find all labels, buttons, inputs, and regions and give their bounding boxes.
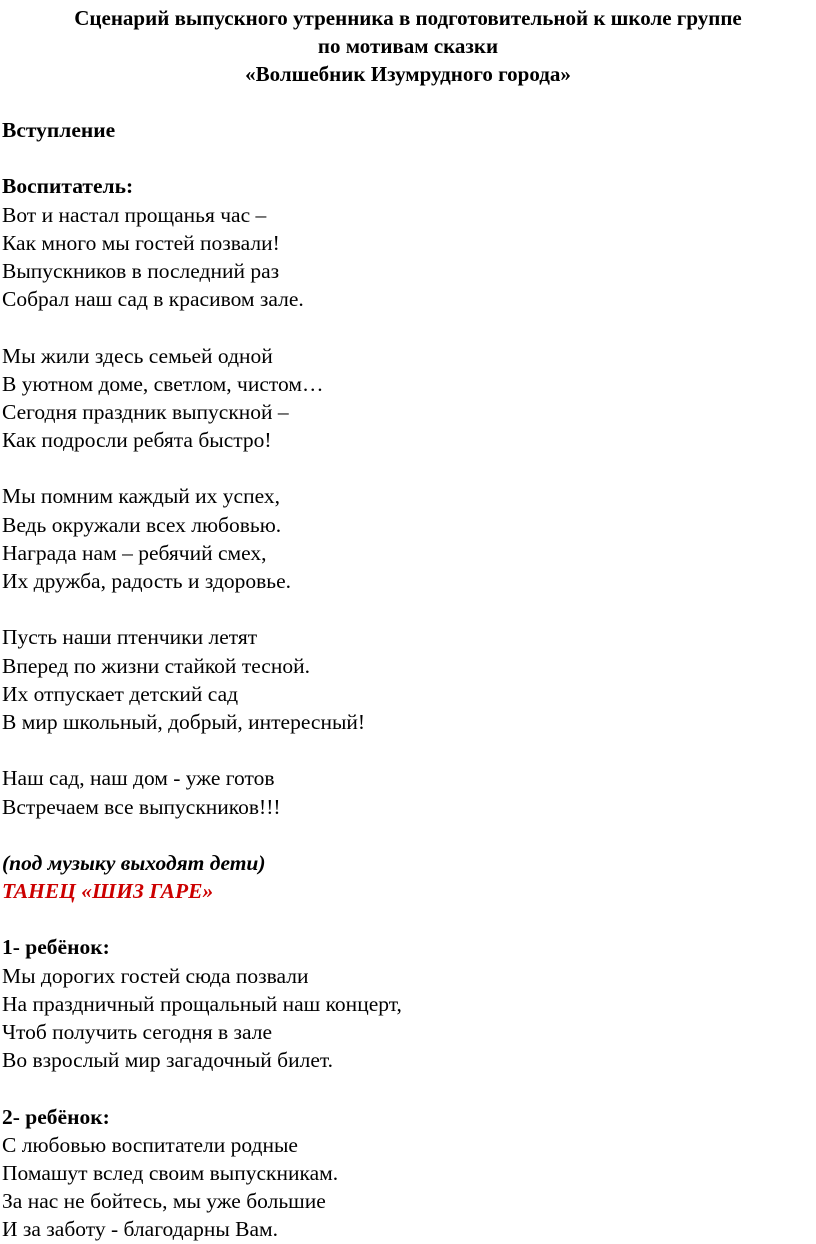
verse-line: На праздничный прощальный наш концерт, — [2, 991, 402, 1016]
speaker-teacher: Воспитатель: — [2, 174, 134, 199]
verse-line: Их дружба, радость и здоровье. — [2, 569, 292, 593]
section-heading: Вступление — [2, 118, 116, 142]
title-line-3: «Волшебник Изумрудного города» — [245, 62, 571, 86]
verse-line: Вот и настал прощанья час – — [2, 202, 267, 227]
verse-line: Как подросли ребята быстро! — [2, 428, 272, 453]
spacer — [2, 144, 802, 172]
verse-line: Сегодня праздник выпускной – — [2, 399, 289, 424]
verse-line: Наш сад, наш дом - уже готов — [2, 766, 275, 791]
speaker-child-2: 2- ребёнок: — [2, 1104, 110, 1129]
spacer — [2, 736, 802, 764]
verse-line: Выпускников в последний раз — [2, 258, 280, 283]
verse-line: Помашут вслед своим выпускникам. — [2, 1160, 339, 1185]
verse-line: Награда нам – ребячий смех, — [2, 540, 267, 565]
spacer — [2, 454, 802, 482]
verse-line: Как много мы гостей позвали! — [2, 230, 280, 255]
verse-line: Пусть наши птенчики летят — [2, 625, 258, 650]
verse-line: Их отпускает детский сад — [2, 681, 239, 706]
verse-line: За нас не бойтесь, мы уже большие — [2, 1189, 326, 1214]
verse-line: Ведь окружали всех любовью. — [2, 512, 282, 537]
verse-line: Чтоб получить сегодня в зале — [2, 1020, 272, 1044]
spacer — [2, 1074, 802, 1102]
spacer — [2, 313, 802, 341]
verse-line: Вперед по жизни стайкой тесной. — [2, 653, 310, 678]
verse-line: Мы дорогих гостей сюда позвали — [2, 963, 309, 988]
speaker-child-1: 1- ребёнок: — [2, 935, 110, 960]
verse-line: В уютном доме, светлом, чистом… — [2, 371, 324, 396]
verse-line: Встречаем все выпускников!!! — [2, 794, 281, 819]
verse-line: Мы помним каждый их успех, — [2, 484, 280, 509]
verse-line: И за заботу - благодарны Вам. — [2, 1217, 279, 1242]
verse-line: В мир школьный, добрый, интересный! — [2, 709, 366, 734]
document-title — [0, 4, 816, 88]
spacer — [2, 595, 802, 623]
verse-line: Во взрослый мир загадочный билет. — [2, 1048, 334, 1073]
spacer — [2, 905, 802, 933]
stage-direction: (под музыку выходят дети) — [2, 850, 266, 875]
dance-title: ТАНЕЦ «ШИЗ ГАРЕ» — [2, 879, 214, 904]
verse-line: Собрал наш сад в красивом зале. — [2, 287, 304, 312]
spacer — [2, 821, 802, 849]
title-line-2: по мотивам сказки — [317, 34, 499, 58]
verse-line: Мы жили здесь семьей одной — [2, 343, 273, 368]
title-line-1: Сценарий выпускного утренника в подготовительной к школе группе — [74, 6, 742, 30]
verse-line: С любовью воспитатели родные — [2, 1132, 298, 1157]
document-body — [2, 116, 802, 1244]
